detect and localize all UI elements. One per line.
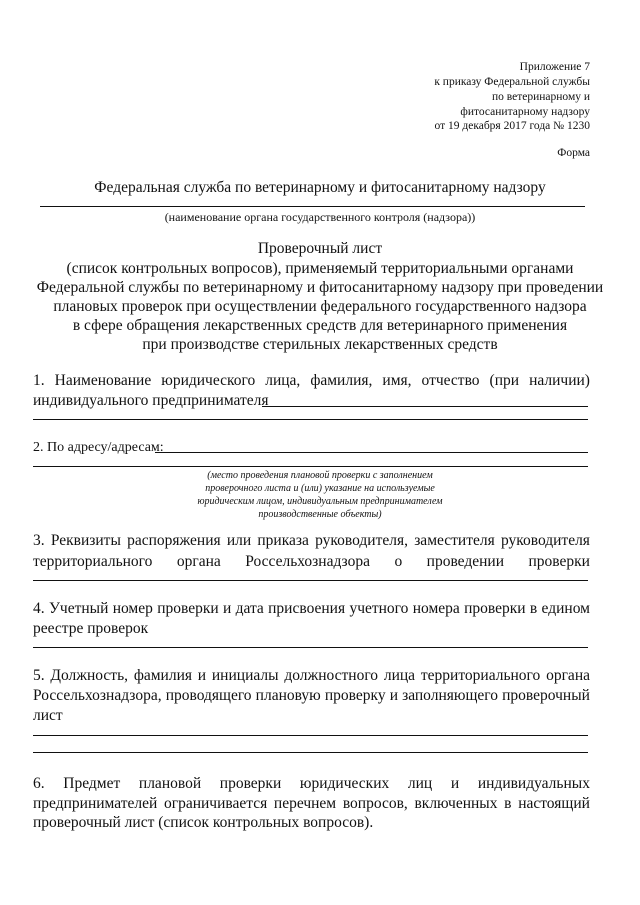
item-4-line-1 bbox=[33, 598, 590, 619]
word: руководителя bbox=[500, 532, 590, 549]
word: ограничивается bbox=[163, 795, 268, 812]
item-5-line-1 bbox=[33, 665, 590, 686]
word: Предмет bbox=[63, 775, 121, 792]
word: лица bbox=[383, 667, 416, 684]
word: 5. bbox=[33, 667, 45, 684]
word: о bbox=[394, 553, 403, 570]
word: плановой bbox=[138, 775, 202, 792]
word: заполняющего bbox=[402, 687, 499, 704]
word: распоряжения bbox=[127, 532, 221, 549]
agency-caption: (наименование органа государственного контроля (надзора)) bbox=[164, 210, 476, 224]
word: руководителя, bbox=[315, 532, 408, 549]
word: плановую bbox=[255, 687, 321, 704]
word: 1. bbox=[33, 372, 45, 389]
word: Россельхознадзора bbox=[245, 553, 370, 570]
word: дата bbox=[235, 600, 264, 617]
word: в bbox=[529, 600, 538, 617]
word: заместителя bbox=[414, 532, 495, 549]
word: должностного bbox=[284, 667, 379, 684]
title-line: при производстве стерильных лекарственных средств bbox=[142, 336, 498, 353]
item-4-line-2: реестре проверок bbox=[33, 620, 149, 637]
item-4-fill-line[interactable] bbox=[33, 647, 588, 648]
word: инициалы bbox=[211, 667, 279, 684]
word: проверку bbox=[324, 687, 386, 704]
title-line: плановых проверок при осуществлении федерального государственного надзора bbox=[53, 298, 587, 315]
word: органа bbox=[176, 553, 221, 570]
word: (при bbox=[489, 372, 520, 389]
item-3-fill-line[interactable] bbox=[33, 580, 588, 581]
item-5-fill-line[interactable] bbox=[33, 752, 588, 753]
word: 4. bbox=[33, 600, 45, 617]
word: проверки bbox=[219, 775, 282, 792]
word: Учетный bbox=[48, 600, 109, 617]
word: номера bbox=[412, 600, 460, 617]
appendix-line: к приказу Федеральной службы bbox=[434, 76, 590, 88]
appendix-line: Приложение 7 bbox=[519, 61, 590, 73]
appendix-line: по ветеринарному и bbox=[491, 91, 590, 103]
word: приказа bbox=[257, 532, 309, 549]
word: юридических bbox=[299, 775, 390, 792]
item-2-fill-line[interactable] bbox=[33, 466, 588, 467]
item-1-fill-line[interactable] bbox=[33, 419, 588, 420]
item-2-note: юридическим лицом, индивидуальным предпринимателем bbox=[197, 496, 443, 507]
word: или bbox=[226, 532, 252, 549]
word: и bbox=[450, 775, 460, 792]
word: наличии) bbox=[529, 372, 590, 389]
word: фамилия, bbox=[310, 372, 373, 389]
word: едином bbox=[541, 600, 590, 617]
word: проверки bbox=[528, 553, 590, 570]
form-label: Форма bbox=[557, 147, 590, 159]
word: фамилия bbox=[133, 667, 192, 684]
word: имя, bbox=[382, 372, 412, 389]
item-1-line-2: индивидуального предпринимателя bbox=[33, 392, 269, 409]
item-1-fill-line[interactable] bbox=[262, 406, 588, 407]
word: проведении bbox=[426, 553, 505, 570]
word: Наименование bbox=[54, 372, 152, 389]
item-2-fill-line[interactable] bbox=[155, 452, 588, 453]
item-3-line-2 bbox=[33, 551, 590, 572]
title-line: (список контрольных вопросов), применяемый территориальными органами bbox=[66, 260, 574, 277]
word: территориального bbox=[33, 553, 153, 570]
word: проводящего bbox=[165, 687, 252, 704]
word: вопросов, bbox=[342, 795, 408, 812]
item-6-line-3: проверочный лист (список контрольных вопросов). bbox=[33, 814, 374, 831]
word: и bbox=[223, 600, 232, 617]
agency-name: Федеральная служба по ветеринарному и фитосанитарному надзору bbox=[94, 179, 546, 196]
item-5-line-3: лист bbox=[33, 707, 63, 724]
word: и bbox=[389, 687, 398, 704]
agency-underline bbox=[40, 206, 585, 207]
word: номер bbox=[112, 600, 153, 617]
word: учетного bbox=[349, 600, 409, 617]
word: включенных bbox=[414, 795, 498, 812]
item-2-note: производственные объекты) bbox=[258, 509, 382, 520]
item-2-note: проверочного листа и (или) указание на используемые bbox=[205, 483, 435, 494]
word: лица, bbox=[265, 372, 301, 389]
word: индивидуальных bbox=[477, 775, 590, 792]
word: 3. bbox=[33, 532, 45, 549]
appendix-line: от 19 декабря 2017 года № 1230 bbox=[434, 120, 590, 132]
item-1-line-1 bbox=[33, 370, 590, 391]
word: и bbox=[197, 667, 207, 684]
word: юридического bbox=[161, 372, 256, 389]
item-2-note: (место проведения плановой проверки с заполнением bbox=[207, 470, 433, 481]
item-6-line-1 bbox=[33, 773, 590, 794]
title-line: Федеральной службы по ветеринарному и фитосанитарному надзору при проведении bbox=[36, 279, 604, 296]
word: Россельхознадзора, bbox=[33, 687, 162, 704]
word: перечнем bbox=[273, 795, 337, 812]
item-5-fill-line[interactable] bbox=[33, 735, 588, 736]
word: Должность, bbox=[50, 667, 129, 684]
word: проверочный bbox=[502, 687, 590, 704]
word: присвоения bbox=[268, 600, 346, 617]
word: проверки bbox=[464, 600, 526, 617]
word: органа bbox=[546, 667, 590, 684]
title-line: Проверочный лист bbox=[257, 240, 383, 257]
item-5-line-2 bbox=[33, 685, 590, 706]
word: проверки bbox=[157, 600, 219, 617]
item-2-label: 2. По адресу/адресам: bbox=[33, 440, 164, 455]
item-6-line-2 bbox=[33, 793, 590, 814]
appendix-line: фитосанитарному надзору bbox=[460, 106, 590, 118]
word: в bbox=[504, 795, 512, 812]
title-line: в сфере обращения лекарственных средств для ветеринарного применения bbox=[72, 317, 568, 334]
word: настоящий bbox=[518, 795, 590, 812]
word: лиц bbox=[407, 775, 433, 792]
word: отчество bbox=[421, 372, 480, 389]
word: территориального bbox=[420, 667, 541, 684]
word: предпринимателей bbox=[33, 795, 158, 812]
word: 6. bbox=[33, 775, 45, 792]
word: Реквизиты bbox=[50, 532, 121, 549]
item-3-line-1 bbox=[33, 530, 590, 551]
